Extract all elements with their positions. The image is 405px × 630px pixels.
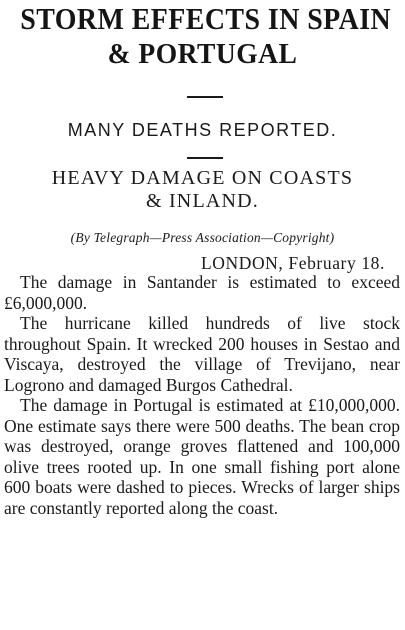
article-body [4, 272, 400, 518]
paragraph: The damage in Santander is estimated to exceed £6,000,000. [4, 272, 400, 313]
wire-credit: (By Telegraph—Press Association—Copyright) [70, 230, 335, 245]
deck-line-2: & INLAND. [145, 190, 259, 212]
paragraph: The hurricane killed hundreds of live stock throughout Spain. It wrecked 200 houses in Sestao and Viscaya, destroyed the village of Trevijano, near Logrono and damaged Burgos Cathedral. [4, 313, 400, 395]
subheadline: MANY DEATHS REPORTED. [67, 120, 338, 140]
deck-line-1: HEAVY DAMAGE ON COASTS [51, 167, 354, 189]
divider-rule [187, 96, 223, 98]
paragraph: The damage in Portugal is estimated at £10,000,000. One estimate says there were 500 deaths. The bean crop was destroyed, orange groves flattened and 100,000 olive trees rooted up. In one small fishing port alone 600 boats were dashed to pieces. Wrecks of larger ships are constantly reported along the coast. [4, 395, 400, 518]
divider-rule [187, 157, 223, 159]
headline-line-2: & PORTUGAL [107, 38, 298, 70]
dateline: LONDON, February 18. [200, 253, 385, 273]
headline-line-1: STORM EFFECTS IN SPAIN [20, 1, 392, 36]
